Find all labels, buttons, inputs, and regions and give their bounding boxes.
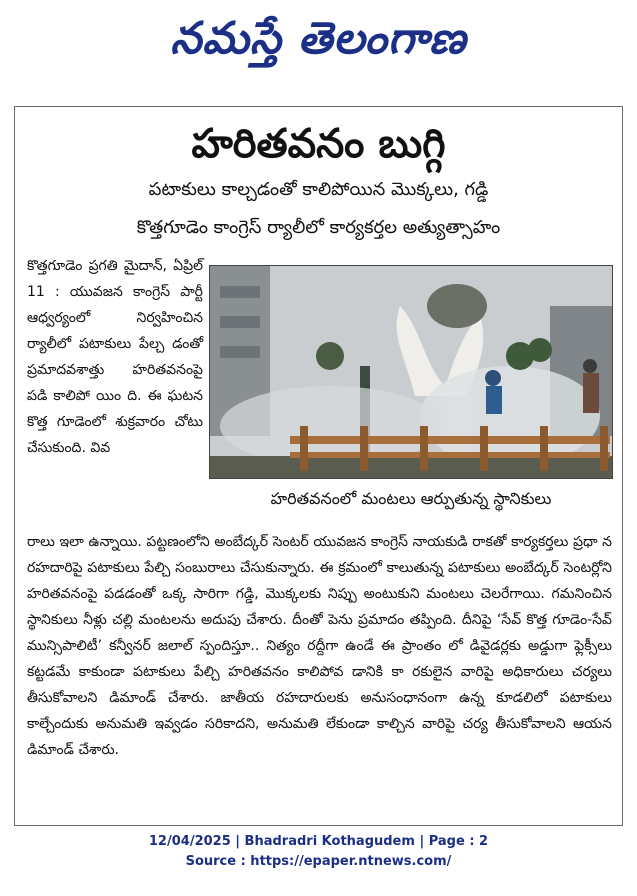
article-body-text: రాలు ఇలా ఉన్నాయి. పట్టణంలోని అంబేద్కర్ సెంటర్ యువజన కాంగ్రెస్ నాయకుడి రాకతో కార్యకర్తలు ప్రధా న రహదారిపై పటాకులు పేల్చి సంబురాలు చేసుకున్నారు. ఈ క్రమంలో కాలుతున్న పటాకులు అంబేద్కర్ సెంటర్లోని హరితవనంపై పడడంతో ఒక్క సారిగా గడ్డి, మొక్కలకు నిప్పు అంటుకుని మంటలు చెలరేగాయి. గమనించిన స్థానికులు నీళ్లు చల్లి మంటలను అదుపు చేశారు. దీంతో పెను ప్రమాదం తప్పింది. దీనిపై ‘సేవ్ కొత్త గూడెం-సేవ్ మున్సిపాలిటీ’ కన్వీనర్ జలాల్ స్పందిస్తూ.. నిత్యం రద్దీగా ఉండే ఈ ప్రాంతం లో డివైడర్లకు అడ్డుగా ఫ్లెక్సీలు కట్టడమే కాకుండా పటాకులు పేల్చి హరితవనం కాలిపోవ డానికి కా రకులైన వారిపై అధికారులు చర్యలు తీసుకోవాలని డిమాండ్ చేశారు. జాతీయ రహదారులకు అనుసంధానంగా ఉన్న కూడలిలో పటాకులు కాల్చేందుకు అనుమతి ఇవ్వడం సరికాదని, అనుమతి లేకుండా కాల్చిన వారిపై చర్య తీసుకోవాలని ఆయన డిమాండ్ చేశారు.: [27, 534, 612, 758]
photo-caption: హరితవనంలో మంటలు ఆర్పుతున్న స్థానికులు: [270, 489, 552, 508]
footer-source: Source : https://epaper.ntnews.com/: [185, 854, 452, 869]
article-subhead-1: పటాకులు కాల్చడంతో కాలిపోయిన మొక్కలు, గడ్డి: [148, 179, 489, 200]
news-clipping: [14, 106, 623, 826]
article-subhead-2: కొత్తగూడెం కాంగ్రెస్ ర్యాలీలో కార్యకర్తల అత్యుత్సాహం: [136, 217, 501, 238]
article-photo: [209, 265, 613, 479]
photo-illustration: [210, 266, 613, 479]
article-headline: హరితవనం బుగ్గి: [191, 121, 446, 167]
footer-date-edition: 12/04/2025 | Bhadradri Kothagudem | Page : 2: [148, 834, 489, 849]
masthead-logo: నమస్తే తెలంగాణ: [170, 13, 467, 64]
article-column-text: కొత్తగూడెం ప్రగతి మైదాన్, ఏప్రిల్ 11 : యువజన కాంగ్రెస్ పార్టీ ఆధ్వర్యంలో నిర్వహించిన ర్యాలీలో పటాకులు పేల్చ డంతో ప్రమాదవశాత్తు హరితవనంపై పడి కాలిపో యిం ది. ఈ ఘటన కొత్త గూడెంలో శుక్రవారం చోటు చేసుకుంది. వివ: [27, 258, 203, 456]
